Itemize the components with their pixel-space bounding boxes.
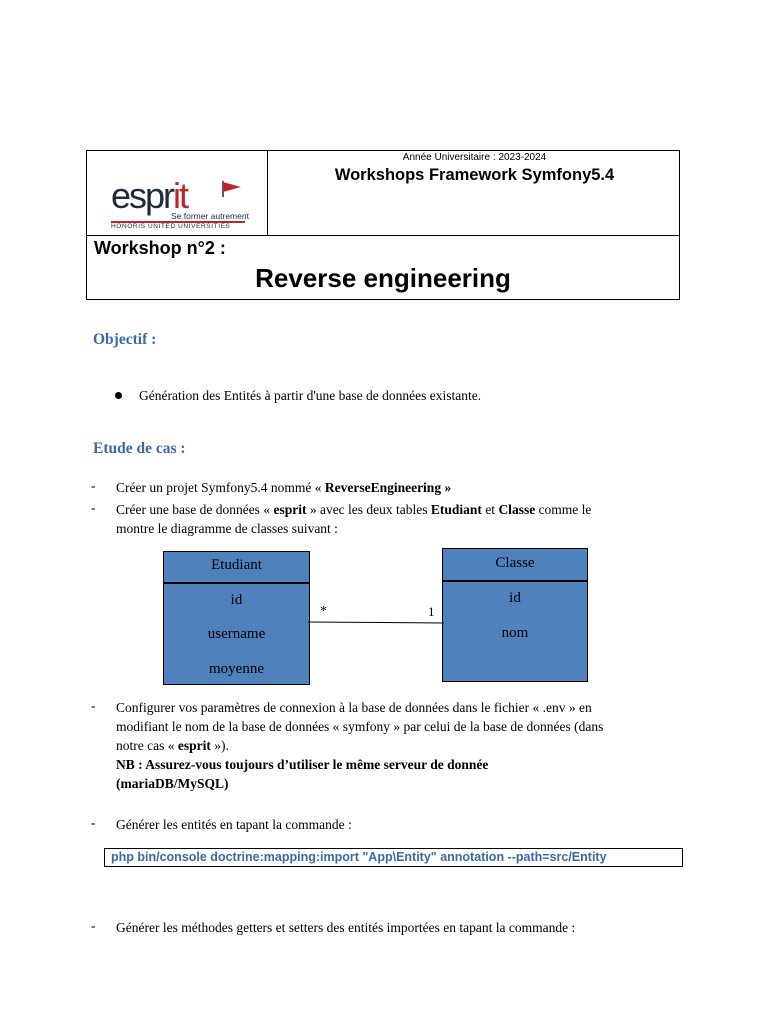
step-3-line-1: Configurer vos paramètres de connexion à la base de données dans le fichier « .env » en — [116, 700, 592, 715]
logo-word-accent: it — [173, 175, 188, 216]
step-1 — [116, 478, 451, 497]
dash-5: - — [91, 918, 96, 933]
step-2-g: comme le — [535, 502, 592, 517]
objectif-heading: Objectif : — [93, 331, 157, 348]
uml-etudiant-name: Etudiant — [211, 557, 262, 573]
nb-line-2: (mariaDB/MySQL) — [116, 776, 229, 791]
command-box[interactable]: php bin/console doctrine:mapping:import "App\Entity" annotation --path=src/Entity — [104, 848, 683, 867]
header-divider-vertical — [267, 151, 268, 235]
uml-etudiant-attr-moyenne: moyenne — [209, 661, 264, 677]
uml-class-classe — [442, 548, 588, 682]
step-3-db-name: esprit — [177, 738, 211, 753]
step-1-project-name: ReverseEngineering » — [324, 480, 452, 495]
step-2-table-etudiant: Etudiant — [430, 502, 482, 517]
uml-classe-attr-id: id — [509, 590, 521, 606]
dash-4: - — [91, 815, 96, 830]
step-3-c: »). — [210, 738, 229, 753]
logo-word-main: espr — [111, 175, 174, 216]
step-2-a: Créer une base de données « — [116, 502, 274, 517]
step-2-c: » avec les deux tables — [306, 502, 431, 517]
workshops-title: Workshops Framework Symfony5.4 — [334, 166, 615, 184]
step-1-text: Créer un projet Symfony5.4 nommé « — [116, 480, 325, 495]
uml-classe-name: Classe — [495, 555, 535, 571]
step-5: Générer les méthodes getters et setters des entités importées en tapant la commande : — [116, 920, 576, 935]
logo-network: HONORIS UNITED UNIVERSITIES — [111, 223, 231, 230]
esprit-logo — [111, 175, 251, 231]
flag-icon — [221, 181, 243, 197]
step-2-table-classe: Classe — [498, 502, 536, 517]
step-2-line-2: montre le diagramme de classes suivant : — [116, 521, 338, 536]
uml-etudiant-attr-username: username — [207, 626, 266, 642]
etude-heading: Etude de cas : — [93, 440, 186, 457]
step-3-a: notre cas « — [116, 738, 178, 753]
dash-1: - — [91, 478, 96, 493]
header-table — [86, 150, 680, 300]
dash-3: - — [91, 698, 96, 713]
step-2-db-name: esprit — [273, 502, 307, 517]
workshop-subject: Reverse engineering — [255, 263, 511, 293]
objectif-item: Génération des Entités à partir d'une base de données existante. — [139, 388, 482, 403]
step-2-e: et — [481, 502, 499, 517]
header-divider-horizontal — [87, 235, 679, 236]
step-3-line-2: modifiant le nom de la base de données « symfony » par celui de la base de données (dans — [116, 719, 604, 734]
uml-classe-separator — [443, 580, 587, 582]
uml-etudiant-attr-id: id — [230, 592, 243, 608]
step-4: Générer les entités en tapant la commande : — [116, 817, 352, 832]
step-3-line-3 — [116, 736, 686, 755]
bullet-icon — [115, 392, 122, 399]
nb-line-1: NB : Assurez-vous toujours d’utiliser le même serveur de donnée — [116, 757, 489, 772]
logo-tagline: Se former autrement — [171, 211, 249, 221]
uml-multiplicity-one: 1 — [428, 604, 435, 619]
uml-multiplicity-many: * — [320, 604, 327, 619]
uml-association-line — [308, 620, 444, 626]
uml-classe-attr-nom: nom — [501, 625, 529, 641]
step-2-line-1 — [116, 500, 676, 519]
academic-year: Année Universitaire : 2023-2024 — [402, 152, 547, 163]
step-3 — [116, 698, 686, 793]
uml-class-etudiant — [163, 551, 310, 685]
workshop-number: Workshop n°2 : — [94, 238, 226, 258]
step-2 — [116, 500, 676, 538]
uml-etudiant-separator — [164, 582, 309, 584]
dash-2: - — [91, 500, 96, 515]
